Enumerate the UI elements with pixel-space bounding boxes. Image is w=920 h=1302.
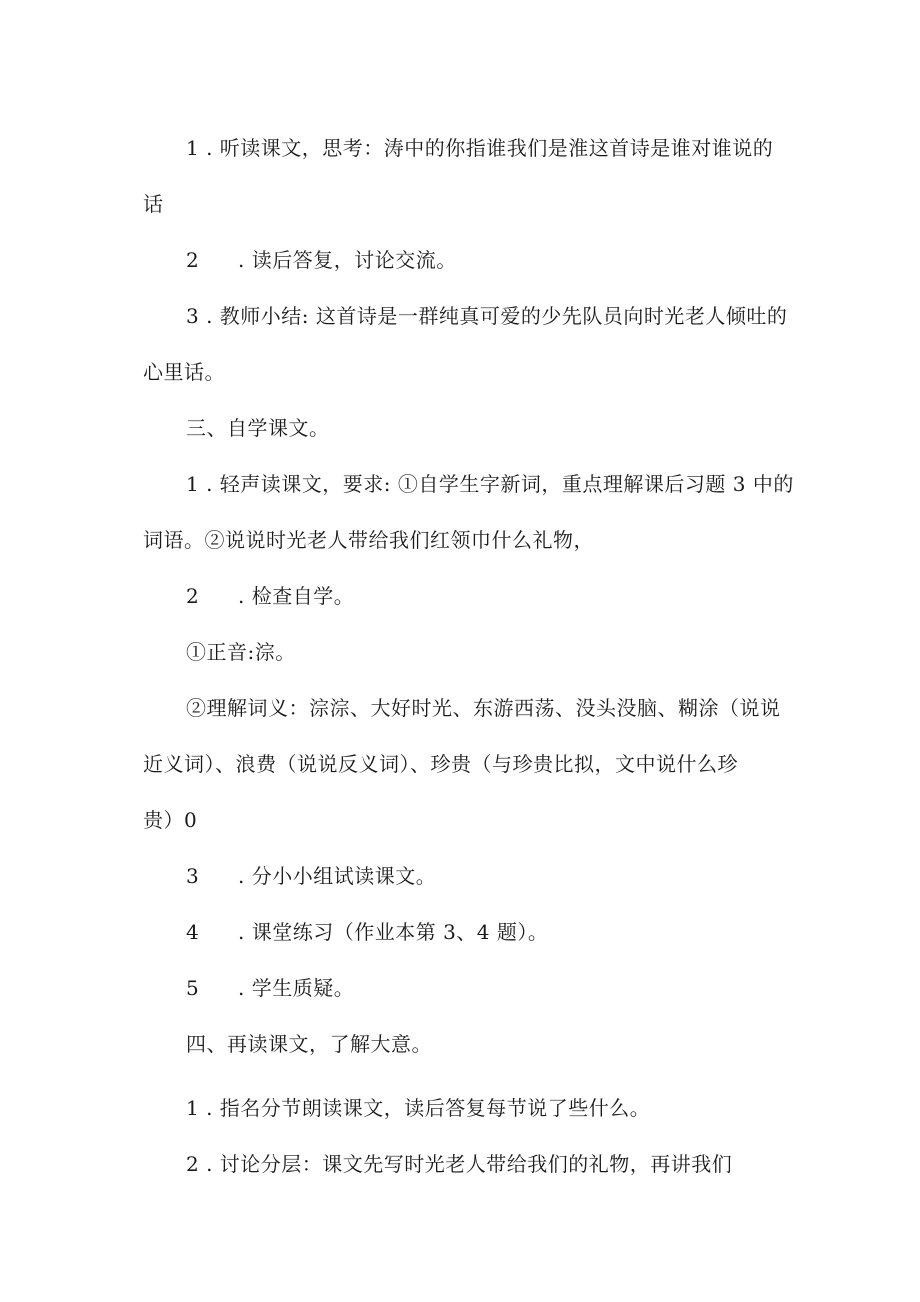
step-3-summary-cont: 心里话。	[143, 360, 225, 384]
step-1-listen-cont: 话	[143, 192, 164, 216]
item-text: . 读后答复，讨论交流。	[238, 248, 457, 272]
item-number: 2	[186, 248, 200, 272]
step-3-group-read	[186, 862, 436, 890]
item-text: . 分小小组试读课文。	[238, 864, 437, 888]
step-4-exercise	[186, 918, 548, 946]
item-number: 4	[186, 920, 200, 944]
step-2-check	[186, 582, 354, 610]
step-1-read-aloud: 1 . 轻声读课文，要求: ①自学生字新词，重点理解课后习题 3 中的	[186, 472, 794, 496]
vocabulary-note: ②理解词义：淙淙、大好时光、东游西荡、没头没脑、糊涂（说说	[186, 696, 781, 720]
step-1-section-read: 1 . 指名分节朗读课文，读后答复每节说了些什么。	[186, 1096, 651, 1120]
item-text: . 课堂练习（作业本第 3、4 题）。	[238, 920, 549, 944]
vocabulary-note-end: 贵）0	[143, 808, 198, 832]
section-four-heading: 四、再读课文，了解大意。	[186, 1032, 432, 1056]
pronunciation-note: ①正音:淙。	[186, 640, 296, 664]
step-1-read-aloud-cont: 词语。②说说时光老人带给我们红领巾什么礼物，	[143, 528, 594, 552]
section-three-heading: 三、自学课文。	[186, 416, 330, 440]
step-1-listen: 1 . 听读课文，思考：涛中的你指谁我们是淮这首诗是谁对谁说的	[186, 136, 774, 160]
vocabulary-note-cont: 近义词）、浪费（说说反义词）、珍贵（与珍贵比拟，文中说什么珍	[143, 752, 738, 776]
item-number: 2	[186, 584, 200, 608]
step-5-questions	[186, 974, 354, 1002]
step-2-answer	[186, 246, 457, 274]
item-text: . 检查自学。	[238, 584, 355, 608]
item-number: 5	[186, 976, 200, 1000]
step-2-layering: 2 . 讨论分层：课文先写时光老人带给我们的礼物，再讲我们	[186, 1152, 733, 1176]
item-number: 3	[186, 864, 200, 888]
item-text: . 学生质疑。	[238, 976, 355, 1000]
step-3-summary: 3 . 教师小结: 这首诗是一群纯真可爱的少先队员向时光老人倾吐的	[186, 304, 788, 328]
